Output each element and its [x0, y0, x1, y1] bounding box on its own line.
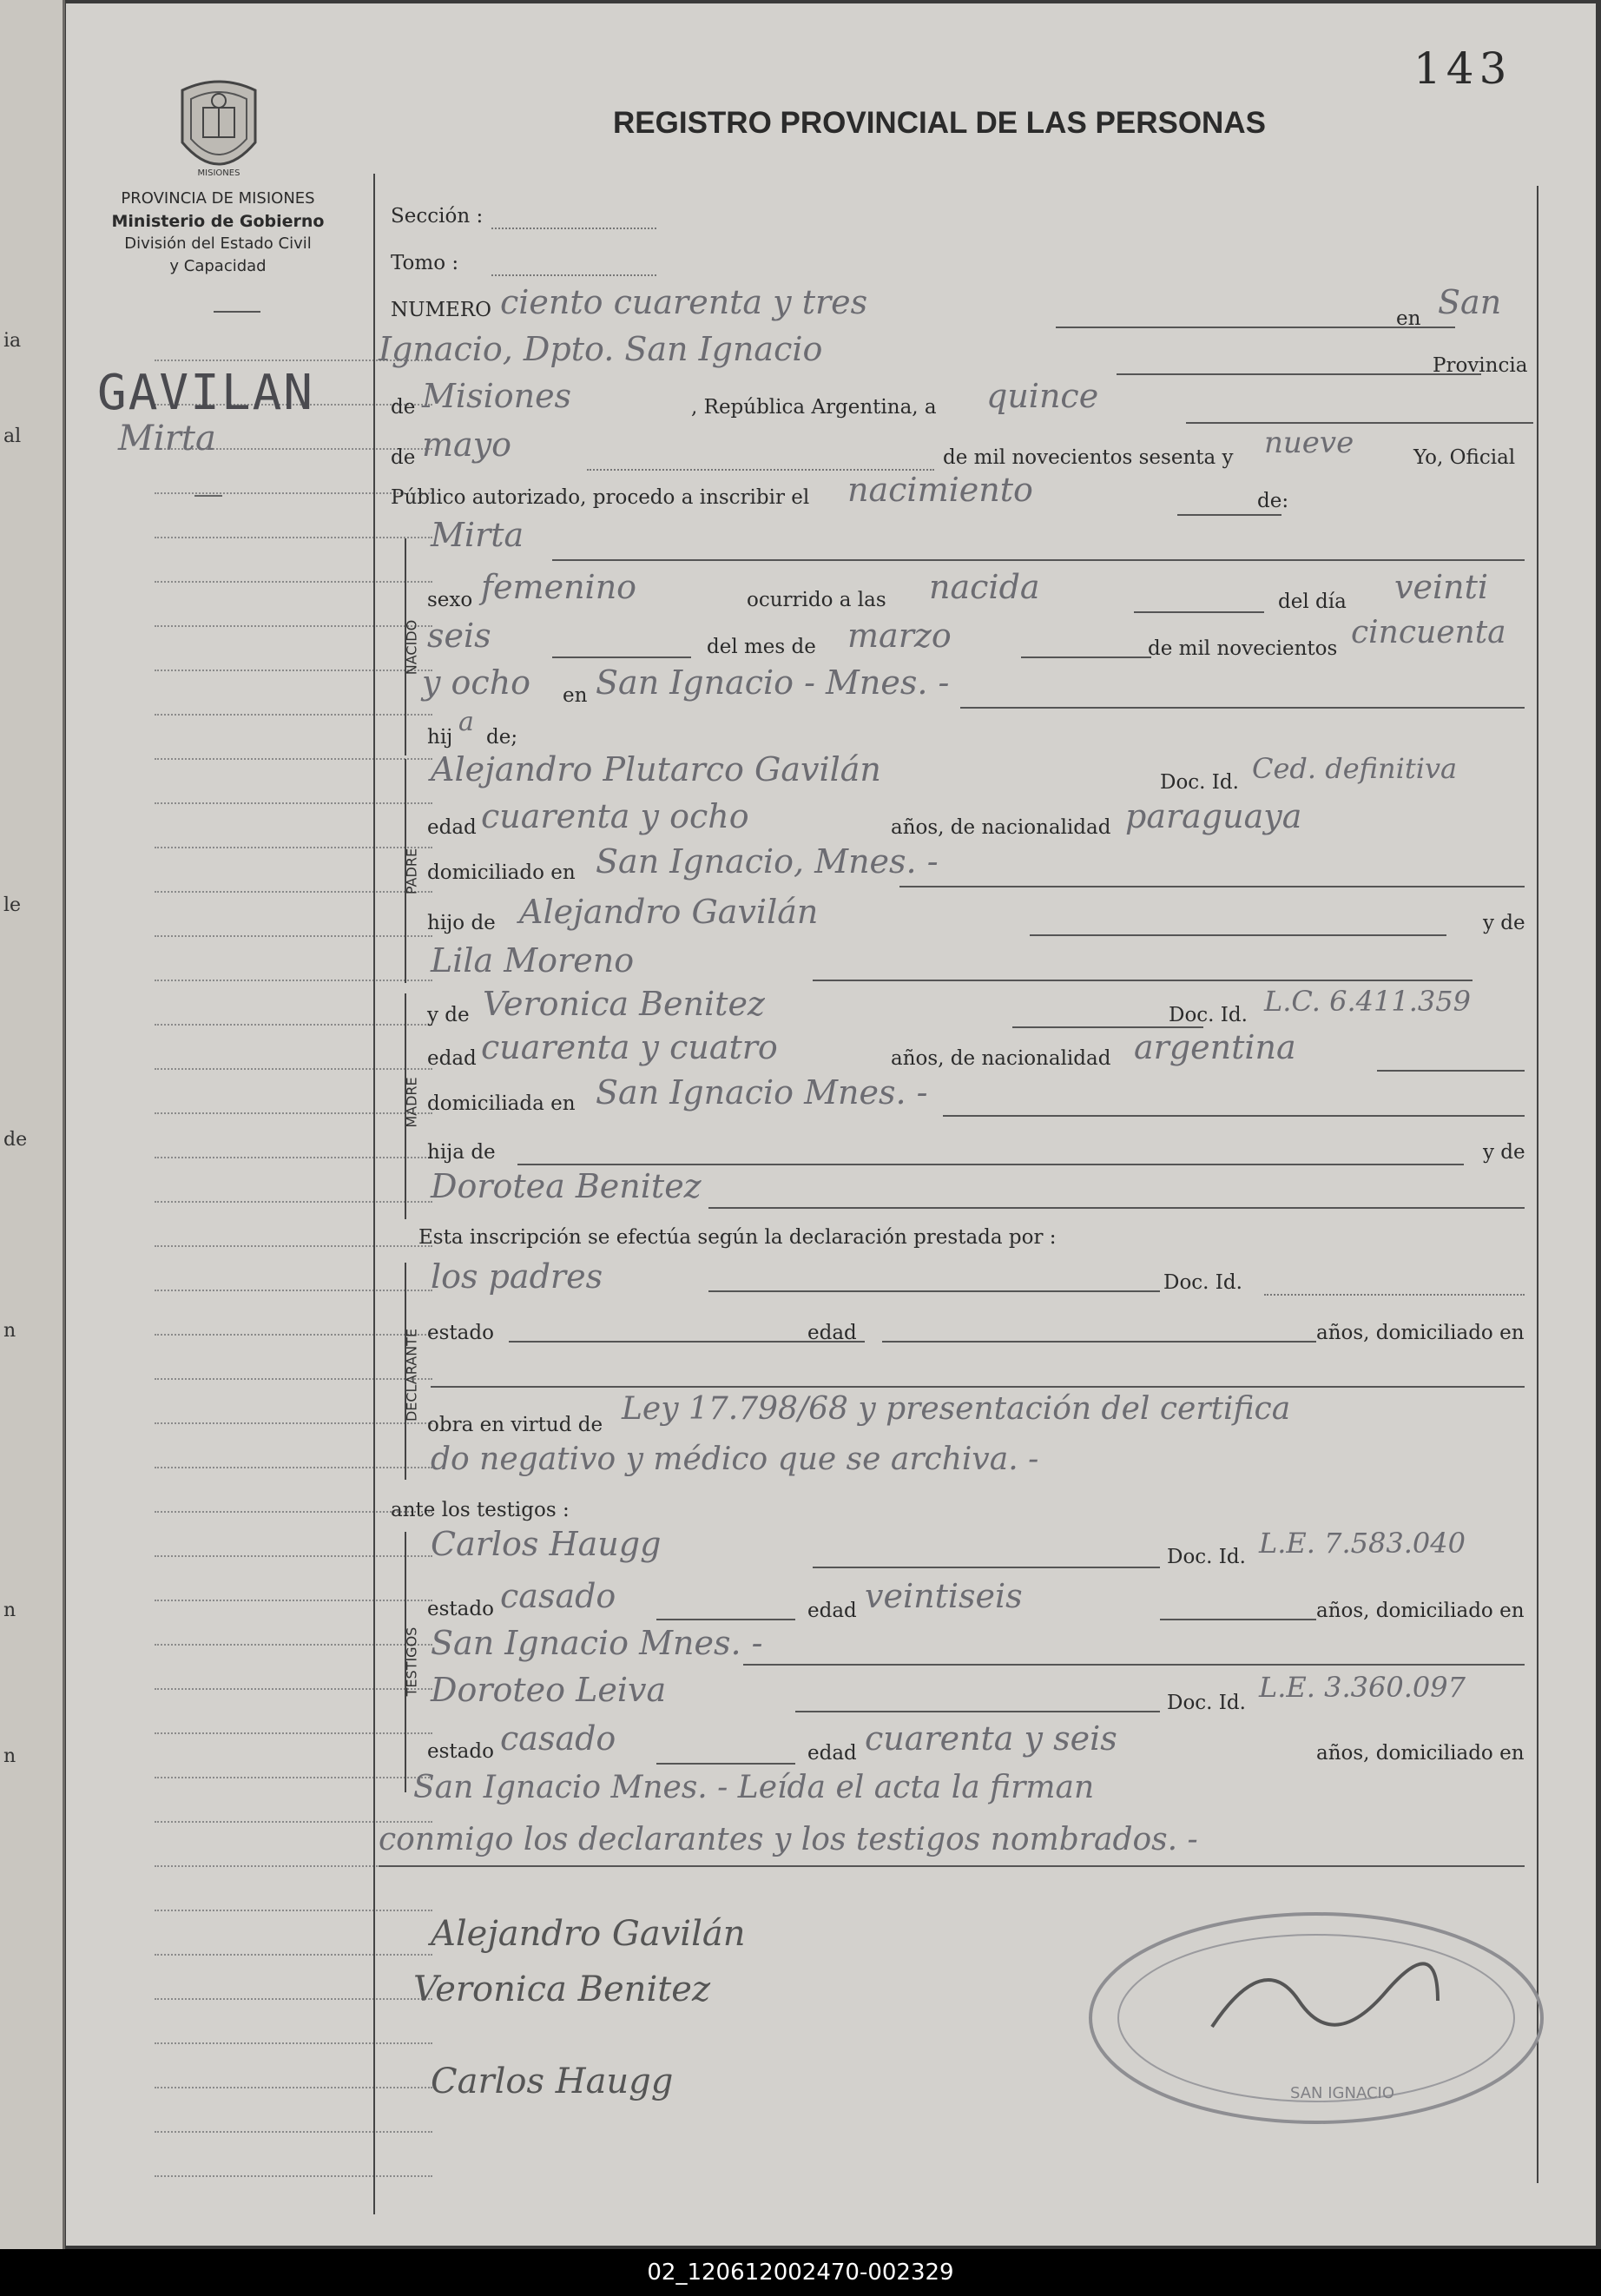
testigo1-edad-rule [1160, 1619, 1316, 1620]
value-testigo1-estado: casado [500, 1577, 616, 1615]
label-padre-domicilio: domiciliado en [427, 861, 576, 884]
margin-rule-line [155, 581, 432, 583]
value-padre-hijo-de: Alejandro Gavilán [519, 893, 819, 931]
margin-rule-line [155, 1334, 432, 1336]
acto-rule [1177, 514, 1281, 516]
label-testigo2-doc: Doc. Id. [1167, 1692, 1246, 1714]
dia-rule [1186, 422, 1533, 424]
value-madre-madre: Dorotea Benitez [431, 1167, 702, 1205]
margin-rule-line [155, 891, 432, 893]
value-cierre-2: conmigo los declarantes y los testigos nombrados. - [379, 1822, 1198, 1857]
value-anio-nac2: y ocho [422, 663, 531, 702]
label-padre: PADRE [403, 848, 420, 895]
label-testigo1-doc: Doc. Id. [1167, 1546, 1246, 1568]
value-lugar: Ignacio, Dpto. San Ignacio [379, 330, 823, 368]
value-madre-doc: L.C. 6.411.359 [1264, 985, 1471, 1018]
margin-rule-line [155, 2087, 432, 2088]
margin-rule-line [155, 1910, 432, 1911]
label-yo-oficial: Yo, Oficial [1413, 446, 1516, 469]
dia-nac-rule [552, 656, 691, 658]
margin-rule-line [155, 1422, 432, 1424]
label-en-lugar: en [563, 684, 588, 707]
value-anio: nueve [1264, 426, 1354, 460]
value-testigo1-dom: San Ignacio Mnes. - [431, 1624, 763, 1662]
label-madre-edad: edad [427, 1047, 477, 1070]
left-page-edge: ia al le de n n n [0, 0, 65, 2249]
label-ante-testigos: ante los testigos : [391, 1499, 570, 1521]
label-de-mes: de [391, 446, 416, 469]
testigo1-rule [813, 1567, 1160, 1568]
value-padre-nac: paraguaya [1125, 797, 1302, 835]
label-inscripcion: Esta inscripción se efectúa según la declaración prestada por : [418, 1226, 1057, 1249]
label-madre-domicilio: domiciliada en [427, 1092, 576, 1115]
label-testigo2-estado: estado [427, 1740, 494, 1763]
margin-rule-line [155, 2131, 432, 2133]
official-stamp-icon [1073, 1897, 1559, 2140]
label-declarante-doc: Doc. Id. [1163, 1271, 1242, 1294]
madre-hija-rule [517, 1164, 1464, 1165]
label-de-provincia: de [391, 396, 416, 419]
margin-rule-line [155, 625, 432, 627]
label-padre-nacionalidad: años, de nacionalidad [891, 816, 1111, 839]
value-numero: ciento cuarenta y tres [500, 283, 868, 321]
lugar-rule [1117, 373, 1481, 375]
margin-rule-line [155, 1245, 432, 1247]
value-dia-nac1: veinti [1394, 568, 1489, 606]
declarante-rule [708, 1290, 1160, 1292]
label-de-semicolon: de; [486, 726, 518, 749]
label-provincia: Provincia [1433, 354, 1528, 377]
value-testigo1-doc: L.E. 7.583.040 [1259, 1527, 1466, 1560]
margin-rule-line [155, 2042, 432, 2044]
seccion-field [491, 228, 656, 229]
declarante-domicilio-rule [431, 1386, 1525, 1388]
margin-rule-line [155, 1954, 432, 1956]
value-hijo-sufijo: a [458, 707, 474, 737]
label-testigo1-edad: edad [807, 1600, 857, 1622]
stamp-text: SAN IGNACIO [1289, 2084, 1395, 2102]
testigo1-estado-rule [656, 1619, 795, 1620]
value-testigo2-edad: cuarenta y seis [865, 1719, 1117, 1758]
value-madre-edad: cuarenta y cuatro [481, 1028, 778, 1066]
margin-rule-line [155, 1732, 432, 1734]
label-ocurrido: ocurrido a las [747, 589, 886, 611]
nombre-rule [552, 559, 1525, 561]
label-testigo2-domicilio: años, domiciliado en [1316, 1742, 1525, 1765]
margin-rule-line [155, 980, 432, 981]
scan-footer: 02_120612002470-002329 [0, 2249, 1601, 2296]
label-republica: , República Argentina, a [691, 396, 937, 419]
value-padre-nombre: Alejandro Plutarco Gavilán [431, 750, 881, 788]
padre-hijo-rule [1030, 934, 1446, 936]
value-padre-dom: San Ignacio, Mnes. - [596, 842, 939, 881]
label-madre-y-de2: y de [1483, 1141, 1525, 1164]
madre-madre-rule [708, 1207, 1525, 1209]
value-nombre: Mirta [431, 516, 524, 554]
numero-rule [1056, 327, 1455, 328]
label-madre: MADRE [403, 1077, 420, 1128]
label-testigo1-estado: estado [427, 1598, 494, 1620]
testigo2-estado-rule [656, 1763, 795, 1765]
padre-madre-rule [813, 980, 1473, 981]
value-en: San [1438, 283, 1502, 321]
label-padre-y-de: y de [1483, 912, 1525, 934]
label-madre-doc: Doc. Id. [1169, 1004, 1248, 1026]
value-testigo2: Doroteo Leiva [431, 1671, 667, 1709]
value-provincia: Misiones [422, 377, 572, 415]
signature-witness: Carlos Haugg [431, 2062, 674, 2101]
value-testigo2-estado: casado [500, 1719, 616, 1758]
cierre-rule [379, 1865, 1525, 1867]
header-province: PROVINCIA DE MISIONES [121, 189, 315, 208]
margin-rule-line [155, 802, 432, 804]
value-lugar-nac: San Ignacio - Mnes. - [596, 663, 950, 702]
header-capacity: y Capacidad [169, 257, 267, 275]
value-mes-inscripcion: mayo [422, 426, 512, 464]
ministry-header [101, 188, 335, 278]
form-right-border [1537, 186, 1538, 2183]
declarante-edad-rule [882, 1341, 1316, 1343]
label-en: en [1396, 307, 1421, 330]
value-anio-nac1: cincuenta [1351, 615, 1506, 650]
padre-dom-rule [899, 886, 1525, 887]
margin-rule-line [155, 714, 432, 716]
value-padre-madre: Lila Moreno [431, 941, 635, 980]
value-madre-dom: San Ignacio Mnes. - [596, 1073, 928, 1112]
margin-rule-line [155, 1644, 432, 1646]
label-declarante: DECLARANTE [403, 1328, 420, 1422]
label-padre-hijo-de: hijo de [427, 912, 496, 934]
margin-rule-line [155, 1998, 432, 2000]
margin-surname: GAVILAN [97, 365, 315, 421]
value-testigo2-doc: L.E. 3.360.097 [1259, 1671, 1466, 1704]
margin-rule-line [155, 537, 432, 538]
label-mil-sesenta: de mil novecientos sesenta y [943, 446, 1234, 469]
value-hora: nacida [929, 568, 1040, 606]
header-ministry: Ministerio de Gobierno [111, 212, 325, 231]
value-ley-2: do negativo y médico que se archiva. - [431, 1442, 1039, 1477]
lugar-nac-rule [960, 707, 1525, 709]
register-title: REGISTRO PROVINCIAL DE LAS PERSONAS [613, 106, 1266, 140]
label-declarante-estado: estado [427, 1322, 494, 1344]
label-testigos: TESTIGOS [403, 1626, 420, 1697]
margin-rule-line [155, 1777, 432, 1778]
label-del-dia: del día [1278, 590, 1347, 613]
testigo1-dom-rule [743, 1664, 1525, 1666]
label-madre-y-de: y de [427, 1004, 470, 1026]
page-number: 143 [1413, 43, 1512, 94]
label-testigo2-edad: edad [807, 1742, 857, 1765]
margin-rule-line [155, 2175, 432, 2177]
testigo2-rule [795, 1711, 1160, 1712]
label-numero: NUMERO [391, 299, 492, 321]
label-mil-novecientos: de mil novecientos [1148, 637, 1338, 660]
margin-rule-line [155, 1555, 432, 1557]
label-nacido: NACIDO [403, 619, 420, 676]
register-sheet [66, 3, 1596, 2246]
label-declarante-domicilio: años, domiciliado en [1316, 1322, 1525, 1344]
margin-rule-line [155, 670, 432, 671]
signature-mother: Veronica Benitez [413, 1969, 711, 2009]
label-madre-nacionalidad: años, de nacionalidad [891, 1047, 1111, 1070]
margin-rule-line [155, 1378, 432, 1380]
mes-nac-rule [1021, 656, 1151, 658]
margin-rule-line [155, 935, 432, 937]
margin-rule-line [155, 1467, 432, 1468]
margin-rule-line [155, 1157, 432, 1158]
hora-rule [1134, 611, 1264, 613]
form-left-border [373, 174, 375, 2214]
value-padre-edad: cuarenta y ocho [481, 797, 749, 835]
signature-father: Alejandro Gavilán [431, 1914, 746, 1954]
value-sexo: femenino [481, 568, 637, 606]
label-publico: Público autorizado, procedo a inscribir el [391, 486, 810, 509]
value-madre-nombre: Veronica Benitez [483, 985, 765, 1023]
margin-mark [194, 495, 222, 497]
provincial-seal-icon [174, 73, 264, 186]
label-sexo: sexo [427, 589, 473, 611]
margin-rule-line [155, 758, 432, 760]
value-dia-inscripcion: quince [986, 377, 1099, 415]
label-seccion: Sección : [391, 205, 484, 228]
margin-rule-line [155, 1024, 432, 1026]
margin-given-name: Mirta [118, 419, 216, 459]
value-madre-nac: argentina [1134, 1028, 1296, 1066]
label-madre-hija-de: hija de [427, 1141, 496, 1164]
value-cierre-1: San Ignacio Mnes. - Leída el acta la firman [413, 1770, 1095, 1805]
value-testigo1: Carlos Haugg [431, 1525, 662, 1563]
value-mes-nac: marzo [847, 617, 952, 655]
value-padre-doc: Ced. definitiva [1252, 752, 1458, 785]
value-acto: nacimiento [847, 471, 1033, 509]
value-testigo1-edad: veintiseis [865, 1577, 1023, 1615]
margin-rule-line [155, 1290, 432, 1291]
seal-text: MISIONES [197, 168, 240, 178]
margin-rule-line [155, 1688, 432, 1690]
value-declarante: los padres [431, 1257, 603, 1296]
margin-rule-line [155, 1201, 432, 1203]
label-tomo: Tomo : [391, 252, 459, 274]
label-obra: obra en virtud de [427, 1414, 603, 1436]
label-declarante-edad: edad [807, 1322, 857, 1344]
madre-dom-rule [943, 1115, 1525, 1117]
margin-rule-line [155, 1600, 432, 1601]
declarante-doc-field [1264, 1294, 1525, 1296]
value-dia-nac2: seis [427, 617, 491, 655]
header-rule [214, 311, 260, 313]
label-padre-edad: edad [427, 816, 477, 839]
header-division: División del Estado Civil [124, 234, 312, 253]
label-testigo1-domicilio: años, domiciliado en [1316, 1600, 1525, 1622]
tomo-field [491, 274, 656, 276]
label-hijo: hij [427, 726, 453, 749]
madre-nac-rule [1377, 1070, 1525, 1072]
label-padre-doc: Doc. Id. [1160, 771, 1239, 794]
margin-rule-line [155, 847, 432, 848]
value-ley-1: Ley 17.798/68 y presentación del certifica [622, 1391, 1291, 1427]
label-de-colon: de: [1257, 490, 1289, 512]
margin-rule-line [155, 1068, 432, 1070]
margin-rule-line [155, 1112, 432, 1114]
label-del-mes: del mes de [707, 636, 816, 658]
